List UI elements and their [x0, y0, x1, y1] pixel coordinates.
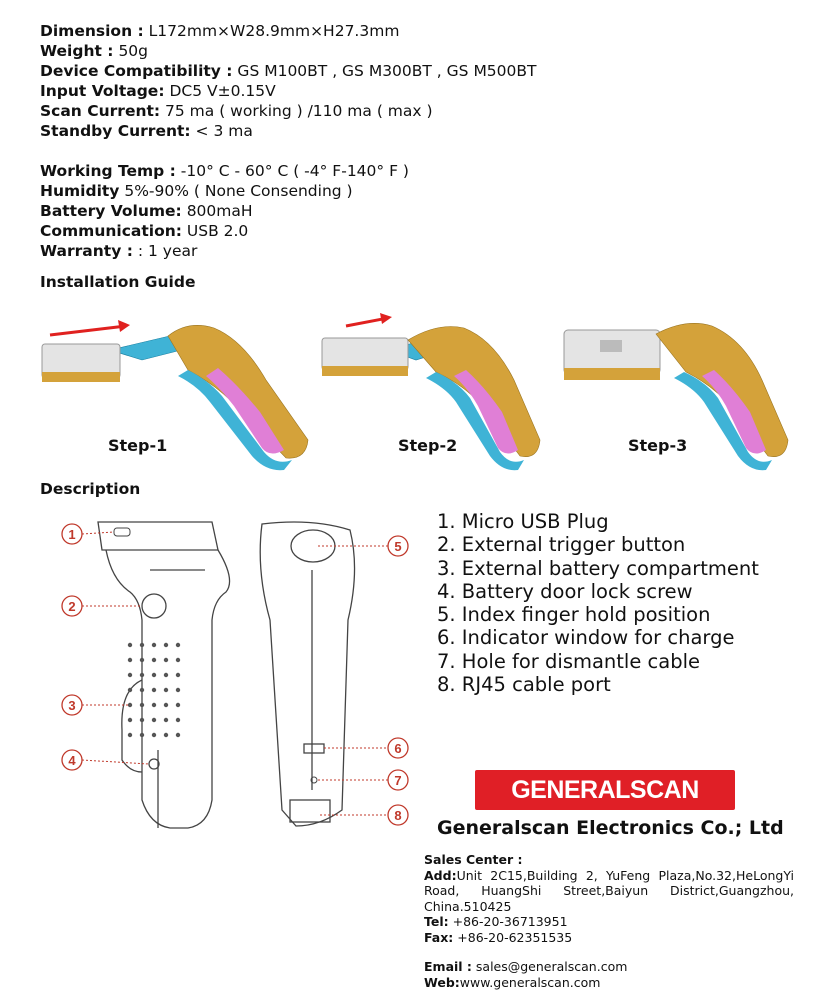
side-view	[260, 522, 354, 826]
legend-item-3: 3. External battery compartment	[437, 556, 759, 580]
address: Add:Unit 2C15,Building 2, YuFeng Plaza,No.32,HeLongYi Road, HuangShi Street,Baiyun District,Guangzhou, China.510425	[424, 867, 794, 914]
sales-center-heading: Sales Center :	[424, 852, 523, 867]
contact-block	[424, 852, 794, 990]
email-link[interactable]: sales@generalscan.com	[471, 959, 628, 974]
battery-contact	[564, 368, 660, 380]
step-1-label: Step-1	[108, 436, 168, 455]
spec-dimension: Dimension : L172mm×W28.9mm×H27.3mm	[40, 22, 400, 40]
svg-text:6: 6	[394, 741, 402, 756]
battery-contact	[322, 366, 408, 376]
callout-4	[62, 750, 82, 770]
spec-compatibility: Device Compatibility : GS M100BT , GS M300BT , GS M500BT	[40, 62, 537, 80]
callout-2	[62, 596, 82, 616]
svg-text:4: 4	[68, 753, 76, 768]
insert-arrow	[50, 326, 126, 335]
svg-text:7: 7	[394, 773, 402, 788]
callout-5	[388, 536, 408, 556]
callout-8	[388, 805, 408, 825]
callout-3	[62, 695, 82, 715]
spec-standby-current: Standby Current: < 3 ma	[40, 122, 253, 140]
legend-item-4: 4. Battery door lock screw	[437, 579, 693, 603]
callout-6	[388, 738, 408, 758]
callout-1	[62, 524, 82, 544]
spec-warranty: Warranty : : 1 year	[40, 242, 198, 260]
legend-item-7: 7. Hole for dismantle cable	[437, 649, 701, 673]
spec-scan-current: Scan Current: 75 ma ( working ) /110 ma ( max )	[40, 102, 433, 120]
svg-text:5: 5	[394, 539, 402, 554]
legend-item-5: 5. Index finger hold position	[437, 603, 711, 627]
step-2-label: Step-2	[398, 436, 458, 455]
battery-label	[600, 340, 622, 352]
spec-working-temp: Working Temp : -10° C - 60° C ( -4° F-140° F )	[40, 162, 409, 180]
website: Web:www.generalscan.com	[424, 974, 601, 990]
micro-usb-plug	[114, 528, 130, 536]
installation-heading: Installation Guide	[40, 273, 196, 291]
specifications	[40, 21, 537, 261]
scanner-diagram	[50, 510, 420, 840]
trigger-button	[142, 594, 166, 618]
legend-item-1: 1. Micro USB Plug	[437, 510, 609, 533]
svg-text:1: 1	[68, 527, 76, 542]
telephone: Tel: +86-20-36713951	[424, 914, 568, 929]
battery-contact	[42, 372, 120, 382]
svg-text:2: 2	[68, 599, 76, 614]
arrow-head	[380, 313, 392, 324]
legend-item-8: 8. RJ45 cable port	[437, 673, 611, 697]
parts-legend	[437, 510, 759, 696]
spec-communication: Communication: USB 2.0	[40, 222, 249, 240]
front-view	[98, 522, 230, 828]
step-3-label: Step-3	[628, 436, 688, 455]
spec-battery: Battery Volume: 800maH	[40, 202, 253, 220]
step-1-illustration	[38, 310, 318, 480]
svg-text:3: 3	[68, 698, 76, 713]
spec-voltage: Input Voltage: DC5 V±0.15V	[40, 82, 276, 100]
rj45-port	[290, 800, 330, 822]
battery-pack	[322, 338, 408, 370]
legend-item-2: 2. External trigger button	[437, 533, 686, 557]
callout-7	[388, 770, 408, 790]
company-name: Generalscan Electronics Co.; Ltd	[437, 817, 784, 839]
legend-item-6: 6. Indicator window for charge	[437, 626, 735, 650]
spec-humidity: Humidity 5%-90% ( None Consending )	[40, 182, 353, 200]
email: Email : sales@generalscan.com	[424, 959, 628, 974]
arrow-head	[118, 320, 130, 332]
callout-leaders	[82, 532, 388, 815]
fax: Fax: +86-20-62351535	[424, 929, 573, 945]
website-link[interactable]: www.generalscan.com	[459, 974, 601, 990]
description-heading: Description	[40, 480, 141, 498]
svg-text:8: 8	[394, 808, 402, 823]
charge-indicator-window	[304, 744, 324, 753]
battery-vent-dots	[128, 643, 180, 737]
spec-weight: Weight : 50g	[40, 42, 149, 60]
generalscan-logo: GENERALSCAN	[475, 770, 735, 810]
